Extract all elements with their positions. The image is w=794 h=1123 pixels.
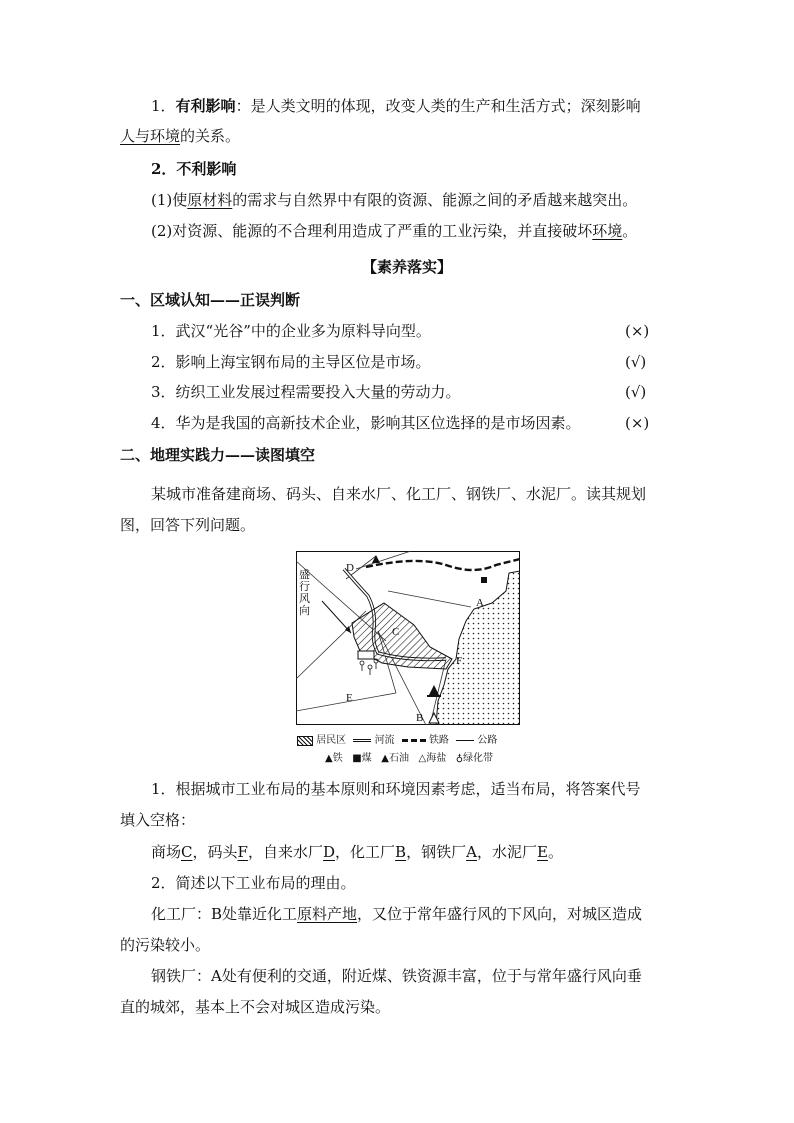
point-A: A: [476, 597, 484, 609]
favorable-heading: 有利影响: [175, 97, 236, 115]
judgment-4-mark: (×): [625, 414, 650, 432]
blank-answer: 原材料: [187, 191, 233, 209]
section-heading: 【素养落实】: [362, 258, 453, 276]
impact-favorable-line2: [120, 126, 240, 146]
point-B: B: [416, 712, 424, 724]
part1-title: 一、区域认知——正误判断: [120, 291, 301, 309]
answer-value: D: [322, 843, 336, 861]
answer-value: A: [466, 843, 477, 861]
item-number: 1．: [151, 97, 176, 115]
text-part: ，又位于常年盛行风的下风向，对城区造成: [357, 905, 643, 923]
railway-swatch: [402, 739, 426, 742]
oil-legend-icon: ▲: [381, 753, 389, 764]
answer-label: 商场: [151, 843, 182, 861]
city-planning-map: [296, 551, 520, 725]
part2-title: 二、地理实践力——读图填空: [120, 446, 316, 464]
legend-row1: [297, 734, 497, 747]
answer-value: C: [181, 843, 193, 861]
point-C: C: [392, 626, 400, 638]
green-legend-icon: ♁: [455, 753, 464, 764]
q1-line2: 填入空格：: [120, 811, 196, 829]
answer-label: 化工厂: [350, 843, 396, 861]
judgment-3: 3．纺织工业发展过程需要投入大量的劳动力。: [151, 383, 461, 401]
q1-line1: 1．根据城市工业布局的基本原则和环境因素考虑，适当布局，将答案代号: [151, 780, 641, 798]
chem-reason-line1: [151, 904, 642, 924]
point-E: E: [346, 692, 353, 704]
text-part: 化工厂：B处靠近化工: [151, 905, 298, 923]
legend-green: 绿化带: [463, 753, 494, 764]
text-part: 的需求与自然界中有限的资源、能源之间的矛盾越来越突出。: [232, 191, 638, 209]
legend-coal: ■煤: [352, 753, 372, 764]
answer-value: F: [237, 843, 248, 861]
legend-row2: [325, 752, 493, 765]
steel-reason-line1: 钢铁厂：A处有便利的交通，附近煤、铁资源丰富，位于与常年盛行风向垂: [151, 967, 642, 985]
judgment-3-mark: (√): [625, 383, 647, 401]
answer-value: B: [395, 843, 407, 861]
residential-block: [358, 651, 374, 659]
judgment-2-mark: (√): [625, 353, 647, 371]
point-D: D: [346, 562, 354, 574]
judgment-2: 2．影响上海宝钢布局的主导区位是市场。: [151, 353, 431, 371]
intro-line1: 某城市准备建商场、码头、自来水厂、化工厂、钢铁厂、水泥厂。读其规划: [151, 485, 647, 503]
answer-label: 码头: [207, 843, 238, 861]
impact-unfavorable-heading: 2．不利影响: [151, 160, 237, 178]
impact-favorable-line1: [151, 96, 641, 116]
legend-oil: 石油: [388, 753, 409, 764]
punct: ，: [476, 843, 492, 861]
punct: ，: [247, 843, 263, 861]
answer-label: 水泥厂: [491, 843, 537, 861]
q1-answers: [151, 842, 563, 862]
legend-residential: 居民区: [316, 735, 347, 746]
answer-label: 钢铁厂: [421, 843, 467, 861]
river-swatch: [353, 739, 371, 742]
text-part: (1)使: [151, 191, 188, 209]
impact-unfavorable-2: [151, 221, 637, 241]
legend-iron: ▲铁: [325, 753, 343, 764]
answer-label: 自来水厂: [262, 843, 323, 861]
impact-unfavorable-1: [151, 190, 637, 210]
steel-reason-line2: 直的城郊，基本上不会对城区造成污染。: [120, 998, 391, 1016]
text-part: 。: [622, 222, 638, 240]
punct: 。: [547, 843, 563, 861]
legend-salt: △海盐: [418, 753, 447, 764]
road-swatch: [456, 740, 474, 741]
judgment-1-mark: (×): [625, 322, 650, 340]
legend-road: 公路: [477, 735, 498, 746]
legend-river: 河流: [374, 735, 395, 746]
punct: ，: [335, 843, 351, 861]
favorable-text: ：是人类文明的体现，改变人类的生产和生活方式；深刻影响: [235, 97, 641, 115]
judgment-1: 1．武汉“光谷”中的企业多为原料导向型。: [151, 322, 431, 340]
punct: ，: [192, 843, 208, 861]
map-svg: [296, 551, 520, 725]
point-F: F: [456, 655, 463, 667]
residential-swatch: [297, 736, 313, 746]
q2-line: 2．简述以下工业布局的理由。: [151, 874, 356, 892]
legend-railway: 铁路: [428, 735, 449, 746]
blank-answer: 人与环境: [120, 127, 181, 145]
intro-line2: 图，回答下列问题。: [120, 516, 256, 534]
chem-reason-line2: 的污染较小。: [120, 936, 211, 954]
punct: ，: [406, 843, 422, 861]
judgment-4: 4．华为是我国的高新技术企业，影响其区位选择的是市场因素。: [151, 414, 581, 432]
blank-answer: 环境: [592, 222, 623, 240]
favorable-text-end: 的关系。: [180, 127, 241, 145]
answer-value: E: [536, 843, 548, 861]
coal-symbol: [481, 577, 487, 583]
text-part: (2)对资源、能源的不合理利用造成了严重的工业污染，并直接破坏: [151, 222, 593, 240]
wind-label: 盛行风向: [299, 569, 310, 617]
blank-answer: 原料产地: [297, 905, 358, 923]
